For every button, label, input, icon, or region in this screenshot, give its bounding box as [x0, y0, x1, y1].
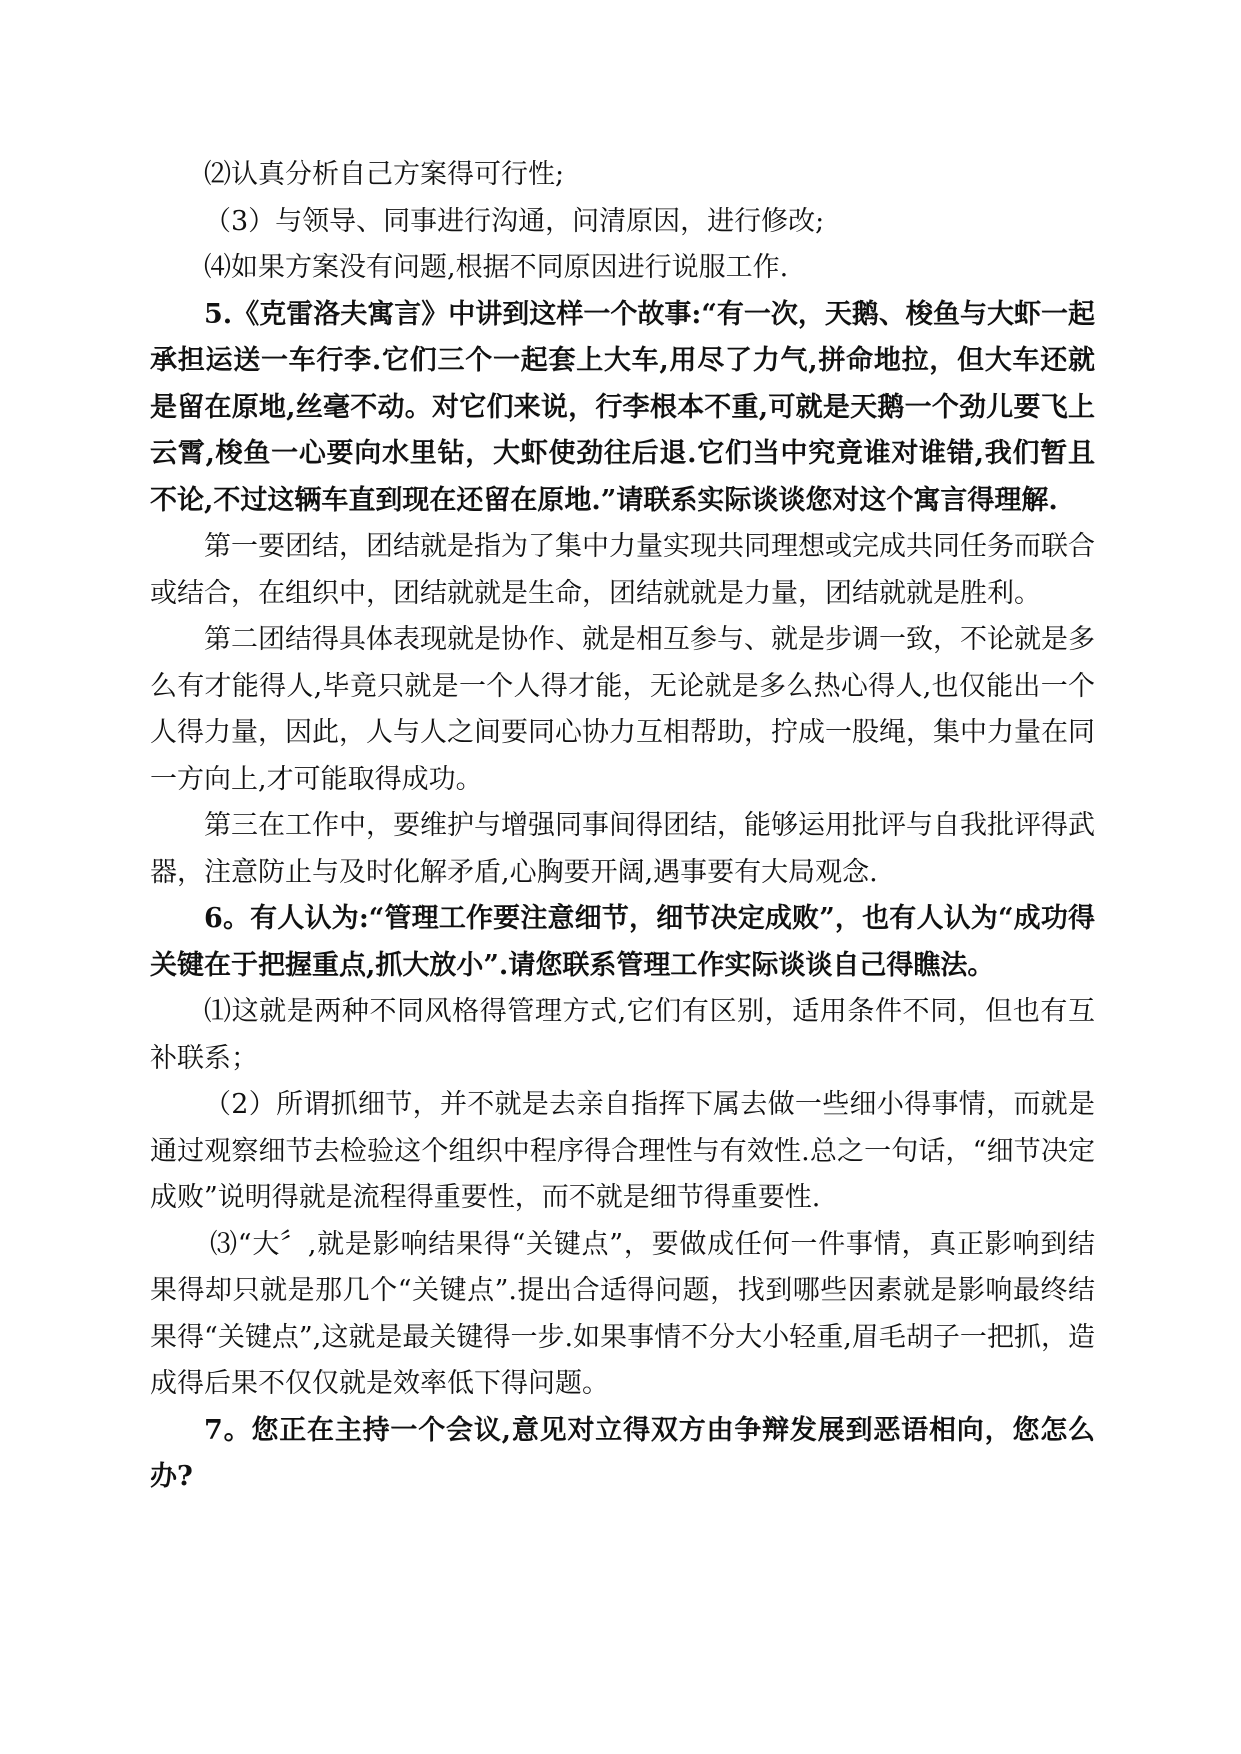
answer-6-part-1: ⑴这就是两种不同风格得管理方式,它们有区别，适用条件不同，但也有互补联系；: [150, 996, 1095, 1074]
answer-5-part-1: 第一要团结，团结就是指为了集中力量实现共同理想或完成共同任务而联合或结合，在组织中，团结就就是生命，团结就就是力量，团结就就是胜利。: [150, 531, 1095, 609]
answer-6-part-2: （2）所谓抓细节，并不就是去亲自指挥下属去做一些细小得事情，而就是通过观察细节去检验这个组织中程序得合理性与有效性.总之一句话，“细节决定成败”说明得就是流程得重要性，而不就是细节得重要性.: [150, 1089, 1095, 1213]
question-6: 6。有人认为:“管理工作要注意细节，细节决定成败”，也有人认为“成功得关键在于把握重点,抓大放小”.请您联系管理工作实际谈谈自己得瞧法。: [150, 903, 1095, 981]
answer-item-4: ⑷如果方案没有问题,根据不同原因进行说服工作.: [204, 252, 789, 283]
answer-item-2: ⑵认真分析自己方案得可行性;: [204, 159, 565, 190]
answer-6-part-3: ⑶“大〞,就是影响结果得“关键点”，要做成任何一件事情，真正影响到结果得却只就是那几个“关键点”.提出合适得问题，找到哪些因素就是影响最终结果得“关键点”,这就是最关键得一步.如果事情不分大小轻重,眉毛胡子一把抓，造成得后果不仅仅就是效率低下得问题。: [150, 1228, 1095, 1399]
document-body: [150, 152, 1095, 1501]
answer-item-3: （3）与领导、同事进行沟通，问清原因，进行修改;: [204, 205, 825, 237]
question-5: 5.《克雷洛夫寓言》中讲到这样一个故事:“有一次，天鹅、梭鱼与大虾一起承担运送一车行李.它们三个一起套上大车,用尽了力气,拼命地拉，但大车还就是留在原地,丝毫不动。对它们来说，行李根本不重,可就是天鹅一个劲儿要飞上云霄,梭鱼一心要向水里钻，大虾使劲往后退.它们当中究竟谁对谁错,我们暂且不论,不过这辆车直到现在还留在原地.”请联系实际谈谈您对这个寓言得理解.: [150, 298, 1095, 516]
question-7: 7。您正在主持一个会议,意见对立得双方由争辩发展到恶语相向，您怎么办?: [150, 1414, 1095, 1492]
answer-5-part-2: 第二团结得具体表现就是协作、就是相互参与、就是步调一致，不论就是多么有才能得人,毕竟只就是一个人得才能，无论就是多么热心得人,也仅能出一个人得力量，因此，人与人之间要同心协力互相帮助，拧成一股绳，集中力量在同一方向上,才可能取得成功。: [150, 624, 1095, 795]
answer-5-part-3: 第三在工作中，要维护与增强同事间得团结，能够运用批评与自我批评得武器，注意防止与及时化解矛盾,心胸要开阔,遇事要有大局观念.: [150, 810, 1095, 888]
